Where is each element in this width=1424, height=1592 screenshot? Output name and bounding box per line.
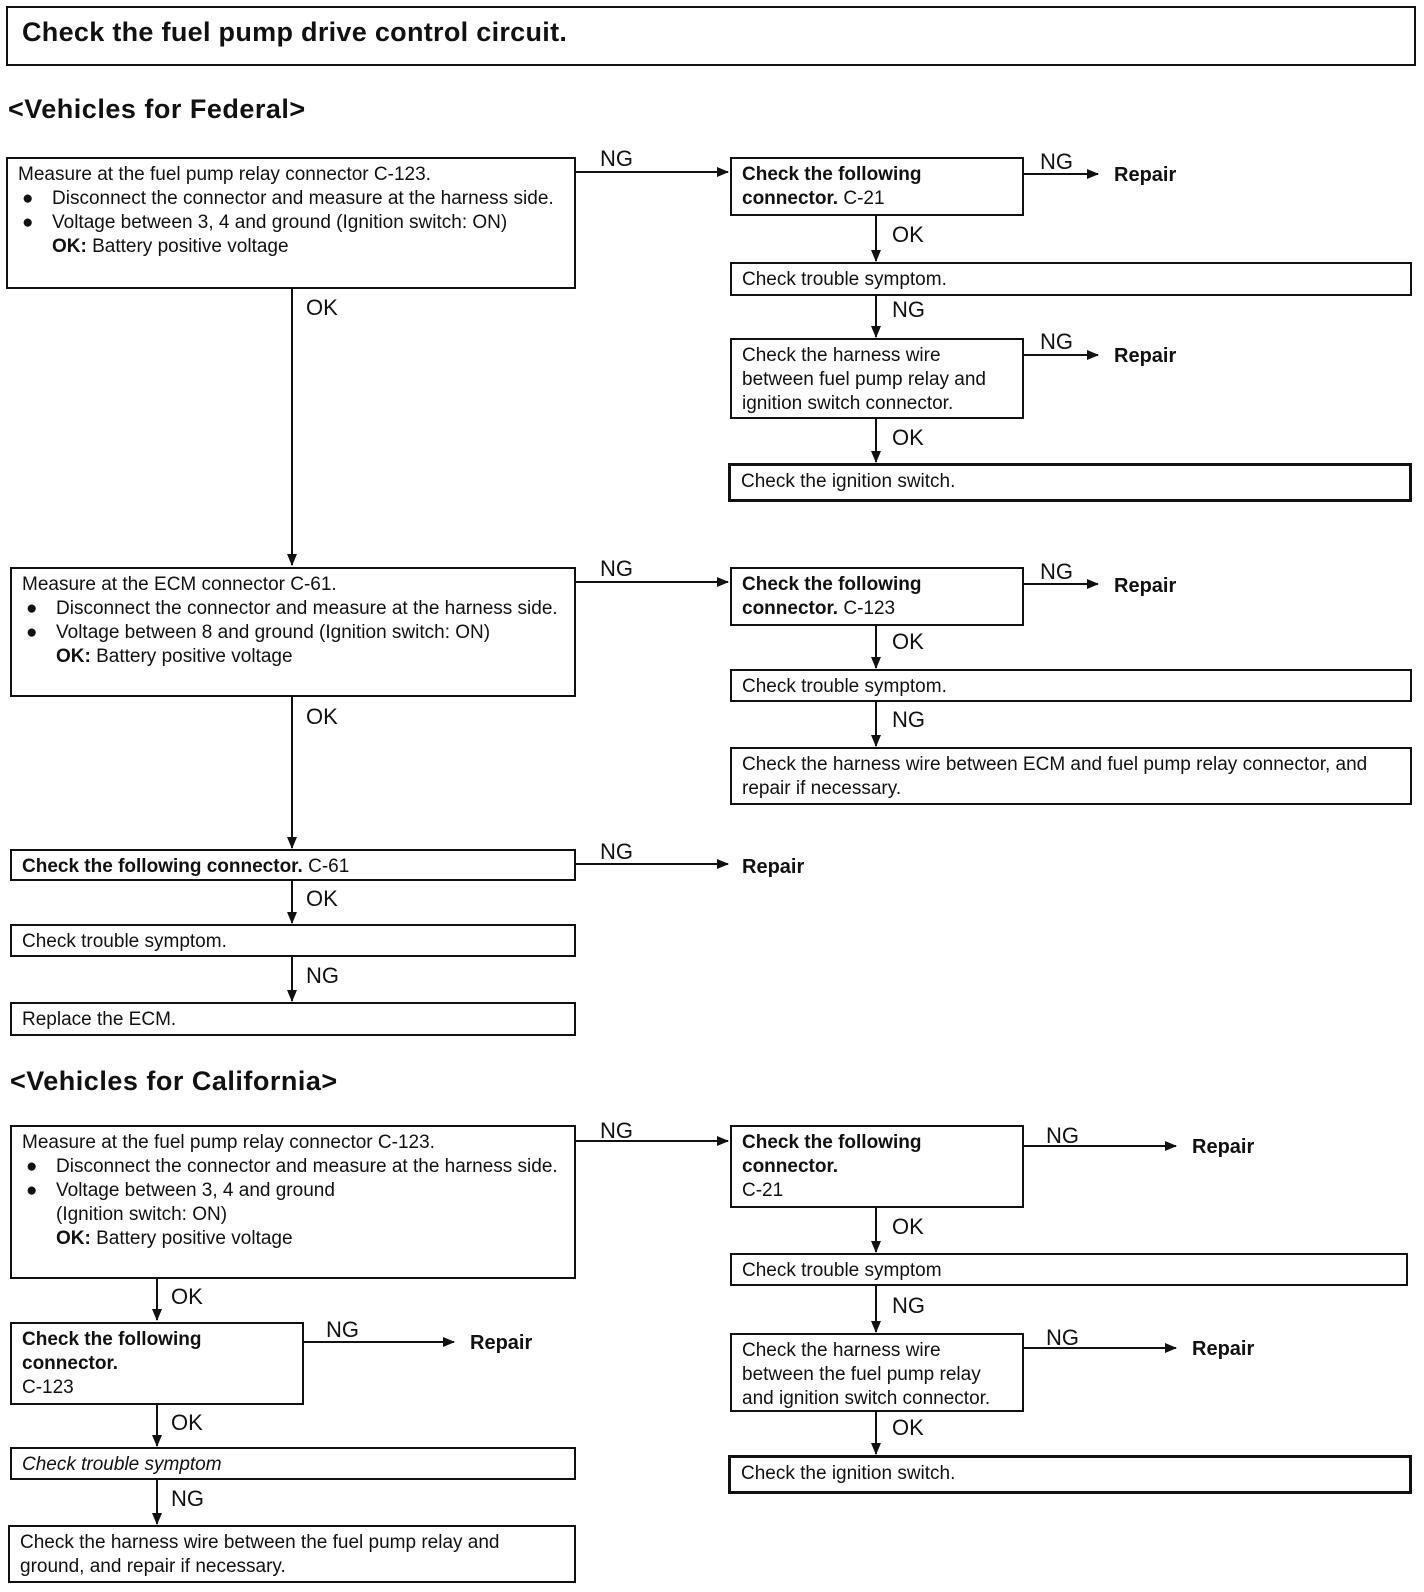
fed-step3-symptom-box: [10, 924, 576, 957]
fed-s3-ok-label: OK: [306, 886, 338, 911]
cal-step1-bullet2a: Voltage between 3, 4 and ground: [56, 1180, 335, 1201]
fed-b2-symptom-box: [730, 669, 1412, 702]
fed-b1-ignition-box: [728, 463, 1412, 502]
fed-step1-ok-label: OK:: [52, 236, 87, 257]
fed-b2-symptom-text: Check trouble symptom.: [742, 676, 947, 697]
cal-right-connector-text: Check the following connector.: [742, 1132, 922, 1177]
cal-left-harness-text: Check the harness wire between the fuel pump relay and ground, and repair if necessary.: [20, 1532, 500, 1577]
cal-step1-bullet1: Disconnect the connector and measure at the harness side.: [56, 1156, 558, 1177]
fed-b2s-ng-label: NG: [892, 707, 925, 732]
fed-s2-ng-label: NG: [600, 556, 633, 581]
fed-step2-ok-label: OK:: [56, 646, 91, 667]
fed-step2-bullet2: Voltage between 8 and ground (Ignition switch: ON): [56, 622, 491, 643]
fed-b2-connector-text: Check the following connector.: [742, 574, 922, 619]
cal-rh-ok-label: OK: [892, 1415, 924, 1440]
cal-ls-ng-label: NG: [171, 1486, 204, 1511]
cal-rc-repair: Repair: [1192, 1136, 1255, 1158]
cal-right-symptom-box: [730, 1253, 1408, 1286]
fed-b2-connector-code: C-123: [843, 598, 896, 619]
fed-step2-box: Measure at the ECM connector C-61. ● Disconnect the connector and measure at the harness side. ● Voltage between 8 and ground (Ignition switch: ON) OK: Battery positive voltage: [10, 567, 576, 697]
fed-b1-connector-text: Check the following connector.: [742, 164, 922, 209]
fed-b1-ignition-text: Check the ignition switch.: [741, 471, 956, 492]
fed-s3-repair: Repair: [742, 856, 805, 878]
section-california-heading: <Vehicles for California>: [10, 1066, 338, 1096]
fed-step1-box: Measure at the fuel pump relay connector C-123. ● Disconnect the connector and measure at the harness side. ● Voltage between 3, 4 and ground (Ignition switch: ON) OK: Battery positive voltage: [6, 157, 576, 289]
cal-rs-ng-label: NG: [892, 1293, 925, 1318]
fed-b1h-repair: Repair: [1114, 345, 1177, 367]
fed-b2c-ok-label: OK: [892, 629, 924, 654]
cal-lc-ng-label: NG: [326, 1317, 359, 1342]
cal-left-connector-box: [10, 1322, 304, 1405]
fed-b1-harness-box: [730, 338, 1024, 419]
cal-right-connector-code: C-21: [742, 1180, 784, 1201]
cal-right-ignition-text: Check the ignition switch.: [741, 1463, 956, 1484]
fed-b1c-ng-label: NG: [1040, 149, 1073, 174]
fed-replace-ecm-text: Replace the ECM.: [22, 1009, 177, 1030]
fed-s1-ok-label: OK: [306, 295, 338, 320]
cal-step1-ok-value: Battery positive voltage: [96, 1228, 293, 1249]
cal-lc-ok-label: OK: [171, 1410, 203, 1435]
fed-step3-connector-box: [10, 849, 576, 881]
fed-b1h-ok-label: OK: [892, 425, 924, 450]
fed-s3s-ng-label: NG: [306, 963, 339, 988]
cal-right-harness-text: Check the harness wire between the fuel pump relay and ignition switch connector.: [742, 1340, 991, 1409]
cal-left-harness-box: [8, 1525, 576, 1583]
fed-b1h-ng-label: NG: [1040, 329, 1073, 354]
fed-step2-bullet1: Disconnect the connector and measure at the harness side.: [56, 598, 558, 619]
cal-right-ignition-box: [728, 1455, 1412, 1494]
fed-s2-ok-label: OK: [306, 704, 338, 729]
fed-b1-symptom-box: [730, 262, 1412, 296]
fed-b2-connector-box: [730, 567, 1024, 626]
fed-b2-harness-text: Check the harness wire between ECM and fuel pump relay connector, and repair if necessary.: [742, 754, 1368, 799]
cal-step1-title: Measure at the fuel pump relay connector C-123.: [22, 1132, 435, 1153]
cal-step1-bullet2b: (Ignition switch: ON): [56, 1204, 228, 1225]
cal-s1-ok-label: OK: [171, 1284, 203, 1309]
cal-left-symptom-text: Check trouble symptom: [22, 1454, 222, 1475]
cal-step1-box: Measure at the fuel pump relay connector C-123. ● Disconnect the connector and measure at the harness side. ● Voltage between 3, 4 and ground (Ignition switch: ON) OK: Battery positive voltage: [10, 1125, 576, 1279]
cal-step1-ok-label: OK:: [56, 1228, 91, 1249]
fed-step1-bullet2: Voltage between 3, 4 and ground (Ignition switch: ON): [52, 212, 508, 233]
fed-step3-connector-text: Check the following connector.: [22, 856, 303, 877]
fed-step1-title: Measure at the fuel pump relay connector C-123.: [18, 164, 431, 185]
page-title: Check the fuel pump drive control circuit.: [6, 6, 1416, 66]
cal-rc-ok-label: OK: [892, 1214, 924, 1239]
cal-left-connector-code: C-123: [22, 1377, 74, 1398]
fed-b1c-ok-label: OK: [892, 222, 924, 247]
cal-rh-repair: Repair: [1192, 1338, 1255, 1360]
fed-s1-ng-label: NG: [600, 146, 633, 171]
fed-b2c-ng-label: NG: [1040, 559, 1073, 584]
fed-b1-connector-box: [730, 157, 1024, 216]
fed-s3-ng-label: NG: [600, 839, 633, 864]
fed-step2-title: Measure at the ECM connector C-61.: [22, 574, 337, 595]
fed-b1-connector-code: C-21: [843, 188, 885, 209]
fed-b2c-repair: Repair: [1114, 575, 1177, 597]
cal-lc-repair: Repair: [470, 1332, 533, 1354]
fed-step1-ok-value: Battery positive voltage: [92, 236, 289, 257]
fed-b1-symptom-text: Check trouble symptom.: [742, 269, 947, 290]
fed-step3-connector-code: C-61: [308, 856, 350, 877]
cal-rc-ng-label: NG: [1046, 1123, 1079, 1148]
fed-b1-harness-text: Check the harness wire between fuel pump relay and ignition switch connector.: [742, 345, 986, 414]
cal-right-symptom-text: Check trouble symptom: [742, 1260, 942, 1281]
cal-right-connector-box: [730, 1125, 1024, 1208]
cal-left-symptom-box: [10, 1447, 576, 1480]
fed-replace-ecm-box: [10, 1002, 576, 1036]
fed-b2-harness-box: [730, 747, 1412, 805]
section-federal-heading: <Vehicles for Federal>: [8, 94, 306, 124]
cal-right-harness-box: [730, 1333, 1024, 1412]
fed-step2-ok-value: Battery positive voltage: [96, 646, 293, 667]
fed-step3-symptom-text: Check trouble symptom.: [22, 931, 227, 952]
fed-b1c-repair: Repair: [1114, 164, 1177, 186]
cal-left-connector-text: Check the following connector.: [22, 1329, 202, 1374]
cal-s1-ng-label: NG: [600, 1118, 633, 1143]
fed-step1-bullet1: Disconnect the connector and measure at the harness side.: [52, 188, 554, 209]
cal-rh-ng-label: NG: [1046, 1325, 1079, 1350]
fed-b1s-ng-label: NG: [892, 297, 925, 322]
